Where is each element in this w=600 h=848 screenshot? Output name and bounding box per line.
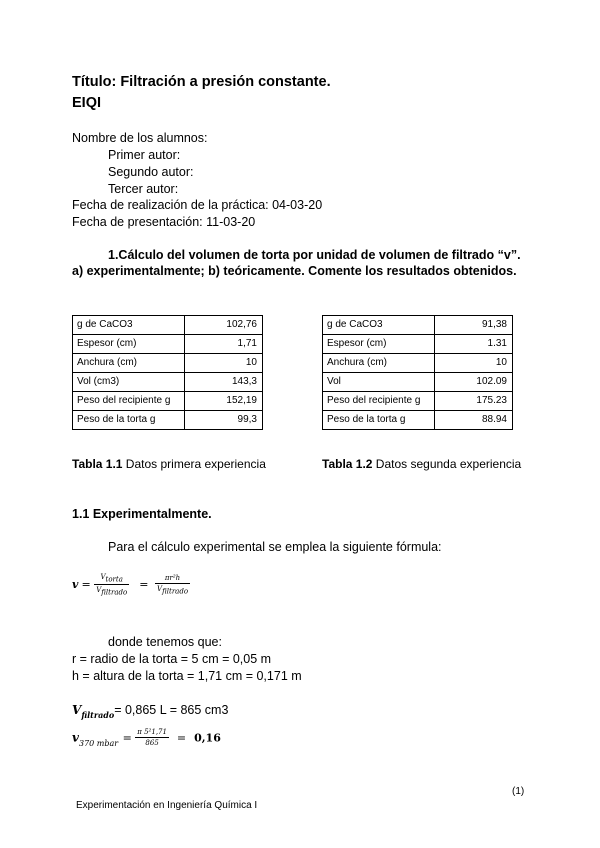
table-row xyxy=(323,411,513,430)
table-cell-value: 102,76 xyxy=(185,316,263,335)
formula-fraction-1 xyxy=(94,572,129,598)
table-row xyxy=(323,354,513,373)
table-cell-value: 91,38 xyxy=(435,316,513,335)
question-line-1: 1.Cálculo del volumen de torta por unidad de volumen de filtrado “v”. xyxy=(108,248,521,262)
table-cell-label: Vol (cm3) xyxy=(73,373,185,392)
v-370-fraction xyxy=(135,727,169,748)
table-row xyxy=(73,335,263,354)
table-row xyxy=(73,411,263,430)
table-cell-label: g de CaCO3 xyxy=(73,316,185,335)
table-cell-value: 88.94 xyxy=(435,411,513,430)
table-2-caption-label: Tabla 1.2 xyxy=(322,457,373,471)
formula-torta-sub: torta xyxy=(105,575,123,584)
date-presentation: Fecha de presentación: 11-03-20 xyxy=(72,215,256,229)
table-cell-label: Peso del recipiente g xyxy=(323,392,435,411)
table-row xyxy=(73,354,263,373)
table-cell-label: g de CaCO3 xyxy=(323,316,435,335)
table-cell-value: 152,19 xyxy=(185,392,263,411)
v-370-numerator: π 5²1,71 xyxy=(137,728,167,736)
data-table-1 xyxy=(72,315,263,430)
section-intro: Para el cálculo experimental se emplea la siguiente fórmula: xyxy=(108,540,442,554)
question-line-2: a) experimentalmente; b) teóricamente. Comente los resultados obtenidos. xyxy=(72,264,517,278)
table-row xyxy=(323,335,513,354)
radius-line: r = radio de la torta = 5 cm = 0,05 m xyxy=(72,652,272,666)
table-cell-label: Peso de la torta g xyxy=(323,411,435,430)
document-title: Título: Filtración a presión constante. xyxy=(72,74,331,90)
v-370-sub: 370 mbar xyxy=(78,738,119,748)
date-practice: Fecha de realización de la práctica: 04-03-20 xyxy=(72,198,323,212)
table-cell-value: 1.31 xyxy=(435,335,513,354)
table-2-caption xyxy=(322,457,521,471)
footer-course: Experimentación en Ingeniería Química I xyxy=(76,800,258,811)
table-cell-label: Peso del recipiente g xyxy=(73,392,185,411)
table-cell-value: 1,71 xyxy=(185,335,263,354)
table-row xyxy=(73,316,263,335)
v-filtrado-symbol: V xyxy=(72,703,82,717)
author-1: Primer autor: xyxy=(108,148,181,162)
table-cell-label: Anchura (cm) xyxy=(73,354,185,373)
formula-fraction-2 xyxy=(155,573,190,596)
table-row xyxy=(73,392,263,411)
formula-v: v xyxy=(72,577,79,591)
table-cell-label: Vol xyxy=(323,373,435,392)
formula-v-filtrado: V xyxy=(96,586,102,595)
formula-filtrado-sub-2: filtrado xyxy=(162,587,189,596)
table-2-caption-text: Datos segunda experiencia xyxy=(372,457,522,471)
table-cell-value: 102.09 xyxy=(435,373,513,392)
document-subtitle: EIQI xyxy=(72,95,102,111)
table-cell-value: 99,3 xyxy=(185,411,263,430)
v-filtrado-line xyxy=(72,701,228,720)
table-cell-value: 10 xyxy=(185,354,263,373)
table-cell-label: Espesor (cm) xyxy=(73,335,185,354)
where-label: donde tenemos que: xyxy=(108,635,222,649)
page-number: (1) xyxy=(512,786,525,797)
table-row xyxy=(323,373,513,392)
formula-v-filtrado-2: V xyxy=(157,585,163,594)
table-1-caption-label: Tabla 1.1 xyxy=(72,457,123,471)
table-1-caption xyxy=(72,457,266,471)
volume-formula: v = $\frac{V_{torta}}{V_{filtrado}}$ = $\frac{\text{πr²h}}{V_{filtrado}}$ xyxy=(72,573,189,597)
section-heading: 1.1 Experimentalmente. xyxy=(72,507,212,521)
v-filtrado-value: = 0,865 L = 865 cm3 xyxy=(114,703,229,717)
table-cell-value: 143,3 xyxy=(185,373,263,392)
table-row xyxy=(73,373,263,392)
formula-v-torta: V xyxy=(100,573,106,581)
students-label: Nombre de los alumnos: xyxy=(72,131,208,145)
data-table-2 xyxy=(322,315,513,430)
table-cell-label: Peso de la torta g xyxy=(73,411,185,430)
author-3: Tercer autor: xyxy=(108,182,179,196)
height-line: h = altura de la torta = 1,71 cm = 0,171 m xyxy=(72,669,302,683)
table-row xyxy=(323,316,513,335)
table-cell-label: Espesor (cm) xyxy=(323,335,435,354)
v-filtrado-sub: filtrado xyxy=(81,710,115,721)
table-cell-label: Anchura (cm) xyxy=(323,354,435,373)
v-370-result: 0,16 xyxy=(194,731,221,745)
formula-pi-r2-h: πr²h xyxy=(155,573,190,584)
author-2: Segundo autor: xyxy=(108,165,194,179)
table-1-caption-text: Datos primera experiencia xyxy=(122,457,266,471)
v-370-line: $v_{370 mbar}$ = $\frac{\text{π 5²1,71}}{865}$ = 0,16 xyxy=(72,728,221,748)
formula-filtrado-sub: filtrado xyxy=(101,588,128,597)
table-cell-value: 10 xyxy=(435,354,513,373)
table-row xyxy=(323,392,513,411)
table-cell-value: 175.23 xyxy=(435,392,513,411)
v-370-symbol: v xyxy=(72,730,79,745)
v-370-denominator: 865 xyxy=(145,739,159,747)
